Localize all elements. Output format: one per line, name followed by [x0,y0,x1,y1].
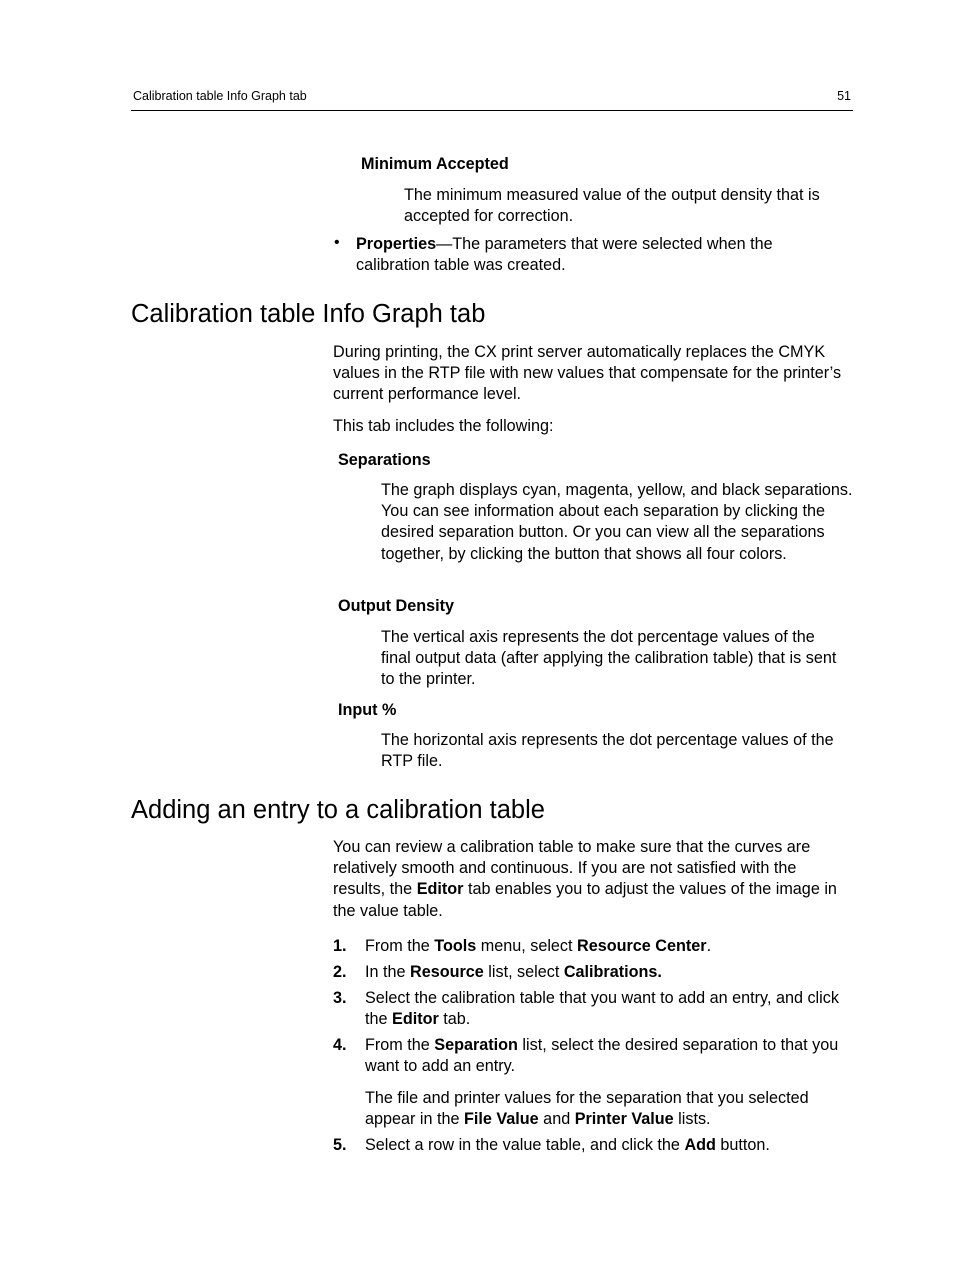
step-text-4 [365,1035,853,1077]
step-4-note-bold-file-value: File Value [464,1110,539,1129]
step-2-bold-resource: Resource [410,963,484,981]
step-5-text-b: button. [715,1136,770,1154]
info-graph-intro: During printing, the CX print server automatically replaces the CMYK values in the RTP file with new values that compensate for the printer’s current performance level. [333,343,842,404]
step-4-text-b: list, select the desired separation to that you want to add an entry. [365,1036,839,1076]
step-4-note-text-c: lists. [673,1110,711,1129]
term-separations: Separations [338,451,431,469]
term-minimum-accepted: Minimum Accepted [361,155,509,173]
adding-entry-intro [333,837,848,922]
bullet-marker: • [334,234,340,251]
definition-separations: The graph displays cyan, magenta, yellow, and black separations. You can see information about each separation by clicking the desired separation button. Or you can view all the separations together, by clicking the button that shows all four colors. [381,481,853,563]
step-5-bold-add: Add [684,1136,716,1154]
intro-text-2: tab enables you to adjust the values of the image in the value table. [333,880,837,920]
step-2-bold-calibrations: Calibrations. [563,963,662,981]
definition-input-percent: The horizontal axis represents the dot percentage values of the RTP file. [381,731,834,771]
step-number-5: 5. [333,1136,347,1154]
step-3-text-b: tab. [438,1010,471,1029]
step-2-text-a: In the [365,963,410,981]
step-4-note-text-a: The file and printer values for the separation that you selected appear in the [365,1089,809,1129]
step-1-bold-resource-center: Resource Center [577,937,707,955]
running-title: Calibration table Info Graph tab [133,89,307,103]
bullet-properties [356,234,826,276]
step-3-bold-editor: Editor [392,1010,439,1029]
step-number-4: 4. [333,1036,347,1054]
step-3-text-a: Select the calibration table that you want to add an entry, and click the [365,989,839,1029]
step-text-5 [365,1135,855,1156]
section-heading-adding-entry: Adding an entry to a calibration table [131,796,545,824]
step-1-text-c: . [706,937,712,955]
step-4-note [365,1088,855,1130]
step-1-text-a: From the [365,937,435,955]
step-text-3 [365,988,853,1030]
bullet-properties-text: —The parameters that were selected when the calibration table was created. [356,235,773,275]
step-4-text-a: From the [365,1036,435,1054]
term-input-percent: Input % [338,701,397,719]
step-text-1 [365,936,855,957]
definition-output-density: The vertical axis represents the dot percentage values of the final output data (after applying the calibration table) that is sent to the printer. [381,628,837,689]
step-5-text-a: Select a row in the value table, and click the [365,1136,685,1154]
page-header [131,88,853,111]
info-graph-includes: This tab includes the following: [333,417,554,435]
step-number-3: 3. [333,989,347,1007]
step-2-text-b: list, select [483,963,564,981]
step-4-note-bold-printer-value: Printer Value [574,1110,674,1129]
intro-bold-editor: Editor [416,880,464,899]
step-text-2 [365,962,855,983]
step-4-bold-separation: Separation [434,1036,518,1054]
page-number: 51 [837,89,851,103]
step-4-note-text-b: and [538,1110,575,1129]
section-heading-info-graph: Calibration table Info Graph tab [131,300,486,328]
step-number-1: 1. [333,937,347,955]
step-1-bold-tools: Tools [434,937,477,955]
bullet-properties-bold: Properties [356,235,437,253]
definition-minimum-accepted: The minimum measured value of the output density that is accepted for correction. [404,186,820,226]
step-1-text-b: menu, select [476,937,578,955]
step-number-2: 2. [333,963,347,981]
term-output-density: Output Density [338,597,455,615]
intro-text-1: You can review a calibration table to make sure that the curves are relatively smooth and continuous. If you are not satisfied with the results, the [333,838,811,899]
